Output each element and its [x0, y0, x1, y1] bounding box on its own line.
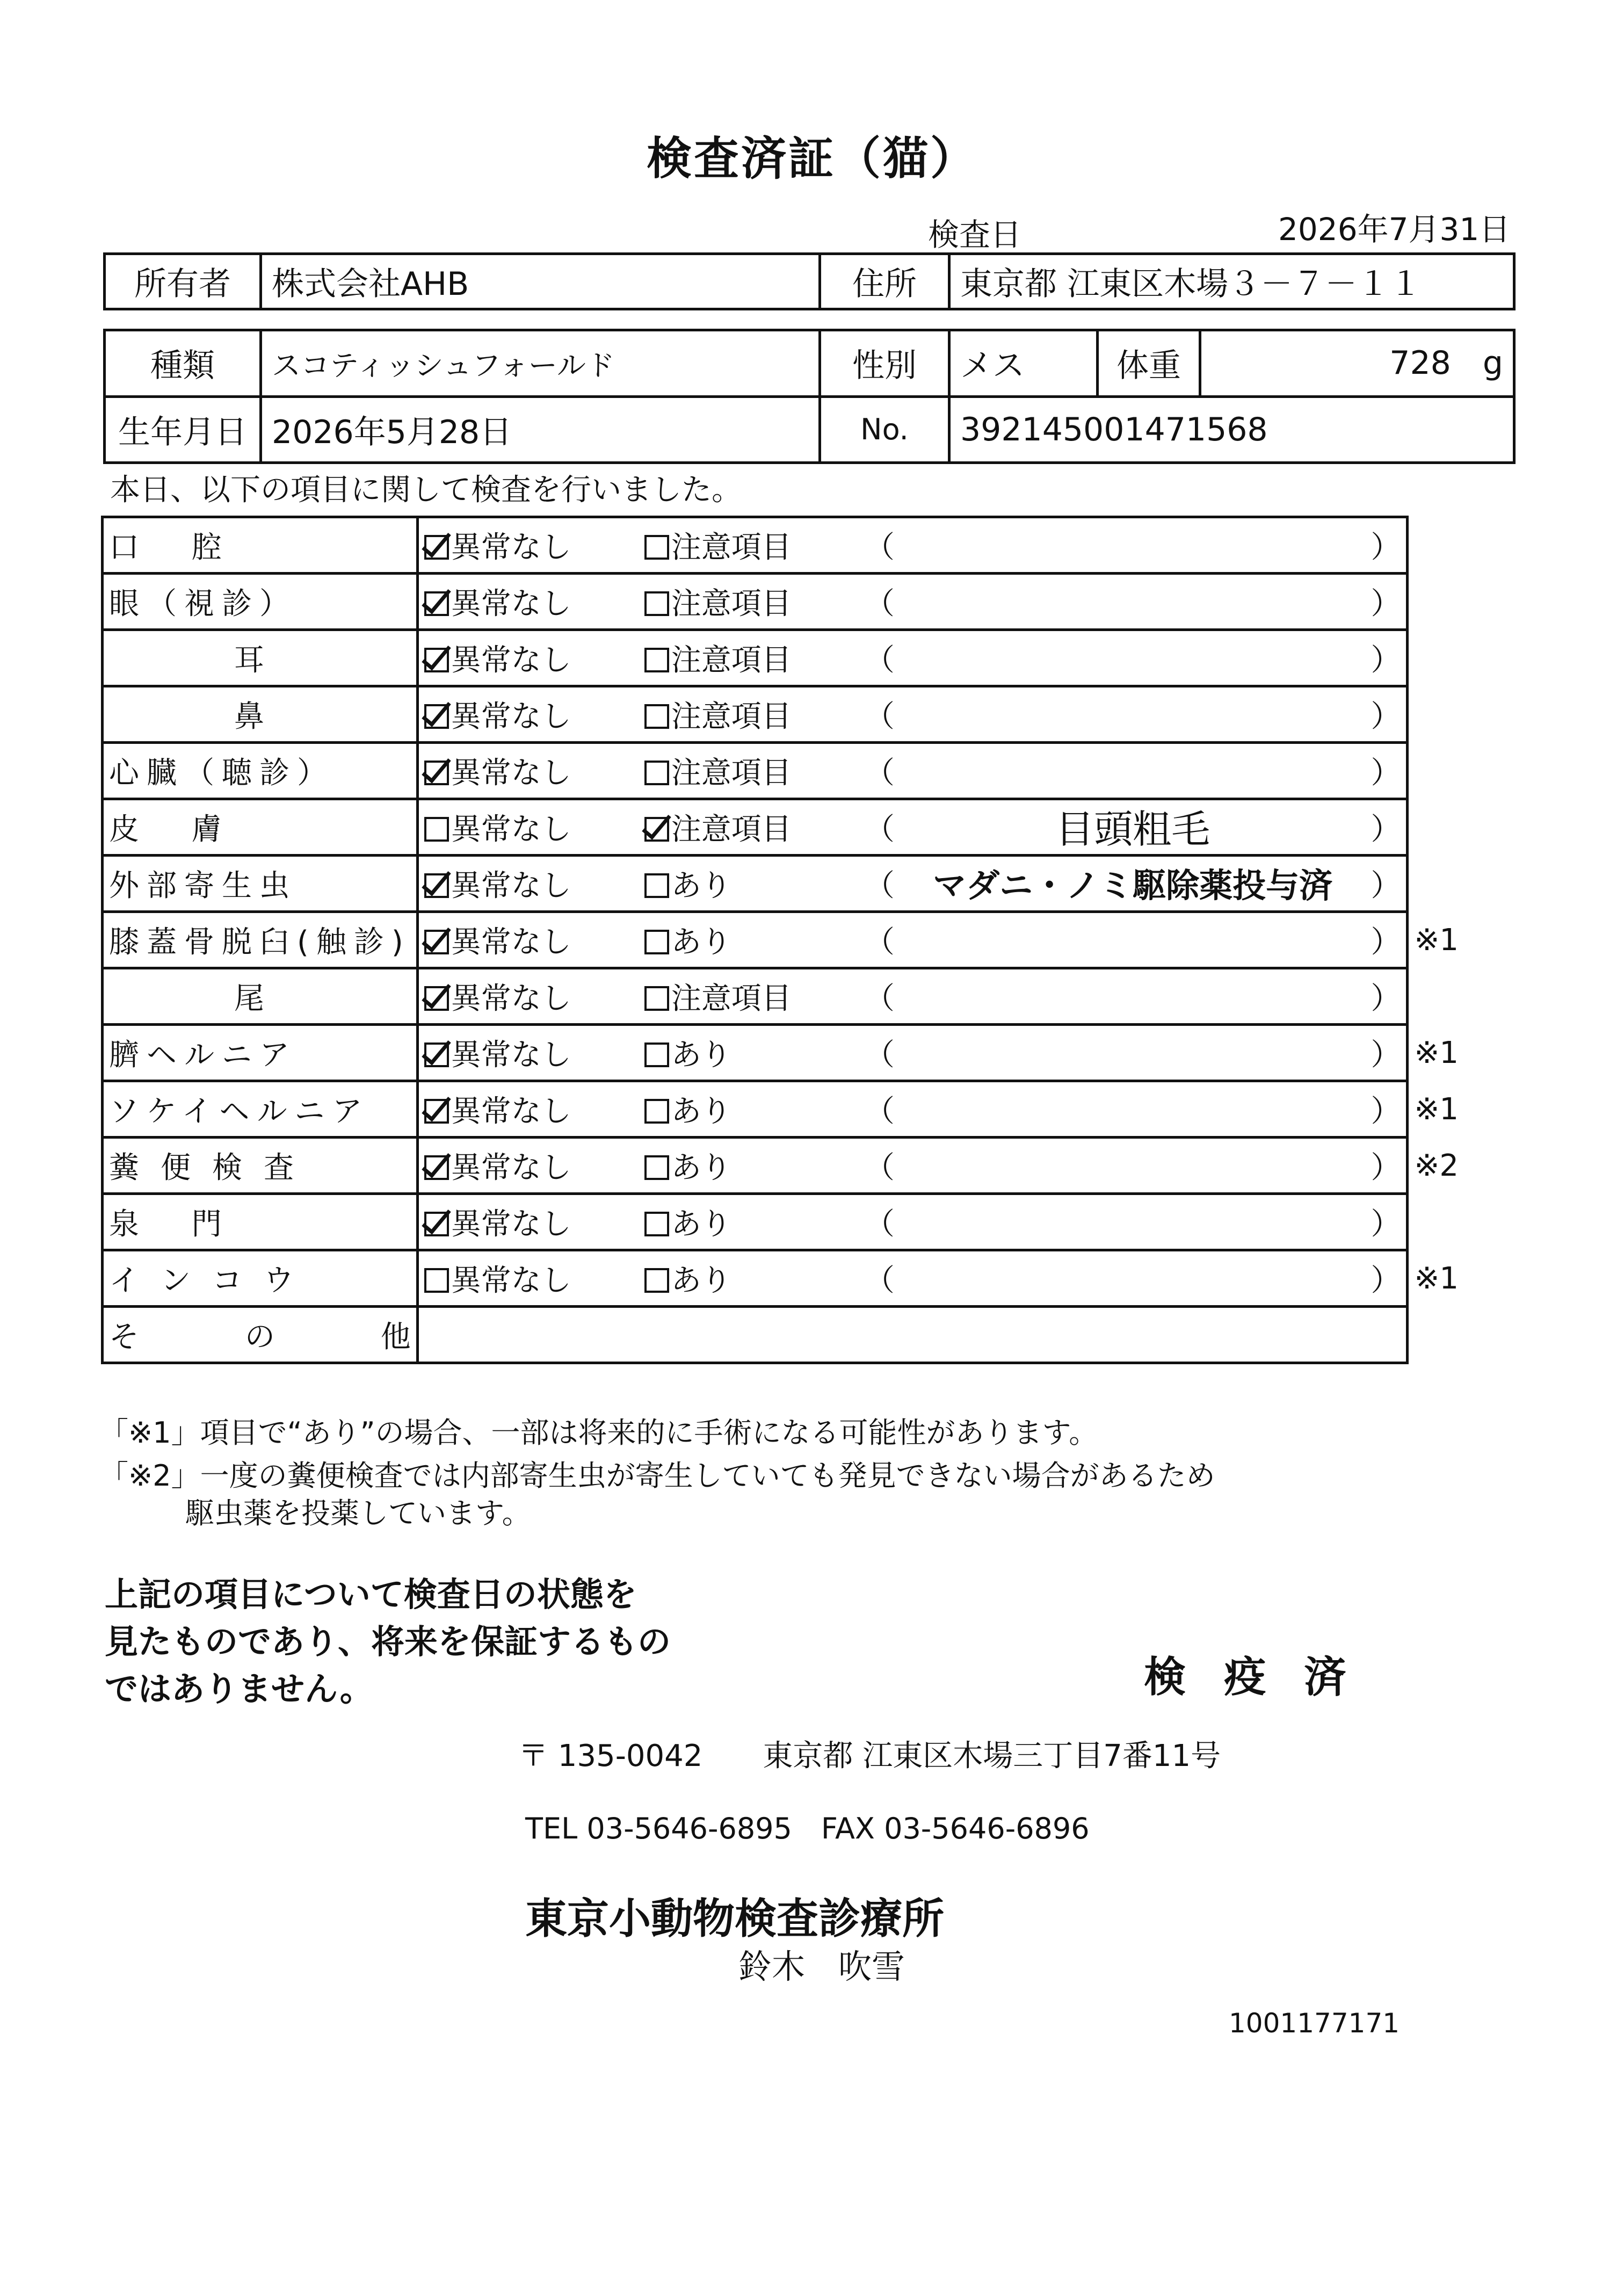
checkbox-attention[interactable]	[644, 648, 669, 672]
check-item-name	[103, 856, 418, 912]
open-paren: （	[864, 530, 895, 565]
footnote-mark: ※1	[1414, 922, 1459, 958]
check-item-result	[417, 574, 1408, 630]
address-value: 東京都 江東区木場３－７－１１	[949, 254, 1514, 309]
inspection-date-label: 検査日	[928, 216, 1022, 253]
option-no-abnormality-label: 異常なし	[451, 643, 571, 678]
checkbox-no-abnormality[interactable]	[424, 873, 449, 898]
checkbox-no-abnormality[interactable]	[424, 591, 449, 616]
clinic-name: 東京小動物検査診療所	[525, 1895, 945, 1943]
check-item-result	[417, 856, 1408, 912]
check-item-label: 泉 門	[109, 1207, 243, 1242]
check-item-label: 糞便検査	[109, 1150, 315, 1185]
footnote-mark	[1408, 856, 1466, 912]
check-item-name	[103, 1250, 418, 1307]
check-item-label: 心臓（聴診）	[109, 756, 335, 791]
checkbox-attention[interactable]	[644, 1268, 669, 1293]
option-attention-label: 注意項目	[671, 812, 792, 847]
address-label: 住所	[820, 254, 949, 309]
option-attention-label: 注意項目	[671, 530, 792, 565]
footnote-2b: 駆虫薬を投薬しています。	[185, 1496, 531, 1530]
check-item-name	[103, 517, 418, 574]
check-row	[103, 686, 1466, 743]
checkbox-no-abnormality[interactable]	[424, 704, 449, 729]
footnote-2a: 「※2」一度の糞便検査では内部寄生虫が寄生していても発見できない場合があるため	[99, 1459, 1215, 1493]
close-paren: ）	[1371, 1263, 1401, 1298]
dob-value: 2026年5月28日	[261, 396, 820, 463]
no-value: 392145001471568	[949, 396, 1514, 463]
check-item-label: 外部寄生虫	[109, 868, 297, 903]
check-item-result	[417, 968, 1408, 1025]
option-no-abnormality-label: 異常なし	[451, 812, 571, 847]
close-paren: ）	[1371, 981, 1401, 1016]
open-paren: （	[864, 756, 895, 791]
option-no-abnormality-label: 異常なし	[451, 756, 571, 791]
weight-cell	[1200, 330, 1514, 397]
close-paren: ）	[1371, 643, 1401, 678]
check-item-label: 尾	[234, 981, 286, 1016]
checkbox-no-abnormality[interactable]	[424, 1212, 449, 1236]
open-paren: （	[864, 699, 895, 734]
check-item-label: 皮 膚	[109, 812, 243, 847]
check-row	[103, 856, 1466, 912]
open-paren: （	[864, 1038, 895, 1073]
owner-value: 株式会社AHB	[261, 254, 820, 309]
check-row	[103, 517, 1466, 574]
open-paren: （	[864, 587, 895, 621]
option-no-abnormality-label: 異常なし	[451, 587, 571, 621]
check-item-result	[417, 686, 1408, 743]
open-paren: （	[864, 1094, 895, 1129]
close-paren: ）	[1371, 530, 1401, 565]
footnote-mark	[1408, 686, 1466, 743]
footnote-mark	[1408, 743, 1466, 799]
weight-value: 728	[1389, 344, 1451, 382]
check-item-label: 眼（視診）	[109, 587, 297, 621]
check-row	[103, 1138, 1466, 1194]
document-code: 1001177171	[1229, 2008, 1400, 2039]
document-title: 検査済証（猫）	[646, 132, 977, 185]
option-attention-label: 注意項目	[671, 587, 792, 621]
check-item-result	[417, 799, 1408, 856]
footnote-mark: ※1	[1414, 1261, 1459, 1296]
open-paren: （	[864, 812, 895, 847]
checkbox-no-abnormality[interactable]	[424, 1155, 449, 1180]
check-item-result	[417, 630, 1408, 686]
check-row	[103, 743, 1466, 799]
check-item-result	[417, 912, 1408, 968]
owner-label: 所有者	[105, 254, 261, 309]
check-item-label: 口 腔	[109, 530, 243, 565]
footnote-mark	[1408, 799, 1466, 856]
checkbox-no-abnormality[interactable]	[424, 535, 449, 560]
open-paren: （	[864, 925, 895, 960]
check-row	[103, 630, 1466, 686]
close-paren: ）	[1371, 699, 1401, 734]
open-paren: （	[864, 1150, 895, 1185]
check-item-name	[103, 1081, 418, 1138]
option-attention-label: あり	[671, 1038, 731, 1073]
disclaimer-line: 上記の項目について検査日の状態を	[105, 1575, 637, 1614]
close-paren: ）	[1371, 1150, 1401, 1185]
clinic-phone: TEL 03-5646-6895 FAX 03-5646-6896	[525, 1812, 1090, 1845]
check-item-result	[417, 517, 1408, 574]
check-item-name	[103, 968, 418, 1025]
check-item-label: 膝蓋骨脱臼(触診)	[109, 925, 411, 960]
check-item-name	[103, 743, 418, 799]
checkbox-attention[interactable]	[644, 535, 669, 560]
close-paren: ）	[1371, 587, 1401, 621]
no-label: No.	[820, 396, 949, 463]
breed-label: 種類	[105, 330, 261, 397]
disclaimer-line: 見たものであり、将来を保証するもの	[105, 1622, 671, 1661]
option-attention-label: 注意項目	[671, 981, 792, 1016]
checkbox-attention[interactable]	[644, 1212, 669, 1236]
check-item-result	[417, 743, 1408, 799]
checkbox-attention[interactable]	[644, 1042, 669, 1067]
sex-label: 性別	[820, 330, 949, 397]
clinic-address: 〒 135-0042 東京都 江東区木場三丁目7番11号	[518, 1739, 1221, 1773]
close-paren: ）	[1371, 925, 1401, 960]
footnote-mark: ※1	[1414, 1035, 1459, 1070]
dob-label: 生年月日	[105, 396, 261, 463]
option-no-abnormality-label: 異常なし	[451, 1207, 571, 1242]
check-item-result	[417, 1025, 1408, 1081]
checkbox-no-abnormality[interactable]	[424, 648, 449, 672]
option-attention-label: あり	[671, 1263, 731, 1298]
checkbox-attention[interactable]	[644, 1155, 669, 1180]
checkbox-attention[interactable]	[644, 1099, 669, 1124]
checkbox-no-abnormality[interactable]	[424, 1268, 449, 1293]
option-attention-label: 注意項目	[671, 756, 792, 791]
option-no-abnormality-label: 異常なし	[451, 981, 571, 1016]
footnote-1: 「※1」項目で“あり”の場合、一部は将来的に手術になる可能性があります。	[99, 1416, 1098, 1450]
intro-text: 本日、以下の項目に関して検査を行いました。	[110, 473, 742, 508]
check-item-label: 臍ヘルニア	[109, 1038, 297, 1073]
check-item-result	[417, 1194, 1408, 1250]
check-item-name	[103, 912, 418, 968]
option-attention-label: あり	[671, 1094, 731, 1129]
option-no-abnormality-label: 異常なし	[451, 1094, 571, 1129]
sex-value: メス	[949, 330, 1098, 397]
option-attention-label: あり	[671, 925, 731, 960]
checkbox-attention[interactable]	[644, 817, 669, 842]
check-row	[103, 1250, 1466, 1307]
weight-label: 体重	[1098, 330, 1200, 397]
check-item-result	[417, 1138, 1408, 1194]
handwritten-note: 目頭粗毛	[1055, 807, 1210, 852]
checkbox-attention[interactable]	[644, 704, 669, 729]
quarantine-stamp: 検 疫 済	[1144, 1653, 1358, 1702]
check-item-result	[417, 1081, 1408, 1138]
check-item-label: 鼻	[234, 699, 286, 734]
close-paren: ）	[1371, 812, 1401, 847]
checkbox-no-abnormality[interactable]	[424, 761, 449, 785]
check-row	[103, 1194, 1466, 1250]
checkbox-no-abnormality[interactable]	[424, 930, 449, 954]
check-item-label: ソケイヘルニア	[109, 1094, 370, 1129]
check-row	[103, 912, 1466, 968]
close-paren: ）	[1371, 868, 1401, 903]
checkbox-no-abnormality[interactable]	[424, 1042, 449, 1067]
checkbox-no-abnormality[interactable]	[424, 817, 449, 842]
other-label	[103, 1307, 418, 1363]
footnote-mark: ※2	[1414, 1148, 1459, 1183]
handwritten-note: マダニ・ノミ駆除薬投与済	[933, 866, 1333, 905]
disclaimer-line: ではありません。	[105, 1669, 373, 1708]
check-item-name	[103, 1194, 418, 1250]
check-row	[103, 968, 1466, 1025]
close-paren: ）	[1371, 1094, 1401, 1129]
check-row	[103, 799, 1466, 856]
footnote-mark: ※1	[1414, 1091, 1459, 1127]
open-paren: （	[864, 981, 895, 1016]
option-attention-label: あり	[671, 868, 731, 903]
option-no-abnormality-label: 異常なし	[451, 530, 571, 565]
check-item-name	[103, 574, 418, 630]
option-no-abnormality-label: 異常なし	[451, 868, 571, 903]
disclaimer-statement	[105, 1571, 671, 1713]
checkbox-no-abnormality[interactable]	[424, 986, 449, 1011]
check-item-name	[103, 630, 418, 686]
check-item-label: 耳	[234, 643, 286, 678]
checkbox-attention[interactable]	[644, 591, 669, 616]
check-item-name	[103, 686, 418, 743]
footnote-mark	[1408, 630, 1466, 686]
option-no-abnormality-label: 異常なし	[451, 699, 571, 734]
option-attention-label: あり	[671, 1207, 731, 1242]
option-attention-label: 注意項目	[671, 643, 792, 678]
footnote-mark	[1408, 968, 1466, 1025]
breed-value: スコティッシュフォールド	[261, 330, 820, 397]
check-item-label: インコウ	[109, 1263, 315, 1298]
checkbox-attention[interactable]	[644, 930, 669, 954]
owner-table	[103, 252, 1516, 310]
footnote-mark	[1408, 1194, 1466, 1250]
check-item-name	[103, 1025, 418, 1081]
pet-table	[103, 329, 1516, 464]
open-paren: （	[864, 868, 895, 903]
checkbox-no-abnormality[interactable]	[424, 1099, 449, 1124]
option-attention-label: あり	[671, 1150, 731, 1185]
option-no-abnormality-label: 異常なし	[451, 1150, 571, 1185]
close-paren: ）	[1371, 1207, 1401, 1242]
option-attention-label: 注意項目	[671, 699, 792, 734]
option-no-abnormality-label: 異常なし	[451, 1263, 571, 1298]
check-row	[103, 1081, 1466, 1138]
check-row	[103, 1025, 1466, 1081]
other-label-text: そ の 他	[109, 1320, 411, 1355]
weight-unit: g	[1482, 344, 1503, 382]
checks-table	[101, 516, 1467, 1364]
veterinarian-name: 鈴木 吹雪	[738, 1947, 905, 1986]
other-value	[417, 1307, 1408, 1363]
check-item-name	[103, 1138, 418, 1194]
checkbox-attention[interactable]	[644, 986, 669, 1011]
check-item-name	[103, 799, 418, 856]
footnote-mark	[1408, 517, 1466, 574]
close-paren: ）	[1371, 756, 1401, 791]
check-row	[103, 574, 1466, 630]
close-paren: ）	[1371, 1038, 1401, 1073]
inspection-date-value: 2026年7月31日	[1278, 211, 1511, 248]
open-paren: （	[864, 643, 895, 678]
open-paren: （	[864, 1207, 895, 1242]
checkbox-attention[interactable]	[644, 761, 669, 785]
footnote-mark	[1408, 574, 1466, 630]
checkbox-attention[interactable]	[644, 873, 669, 898]
check-item-result	[417, 1250, 1408, 1307]
option-no-abnormality-label: 異常なし	[451, 1038, 571, 1073]
option-no-abnormality-label: 異常なし	[451, 925, 571, 960]
open-paren: （	[864, 1263, 895, 1298]
